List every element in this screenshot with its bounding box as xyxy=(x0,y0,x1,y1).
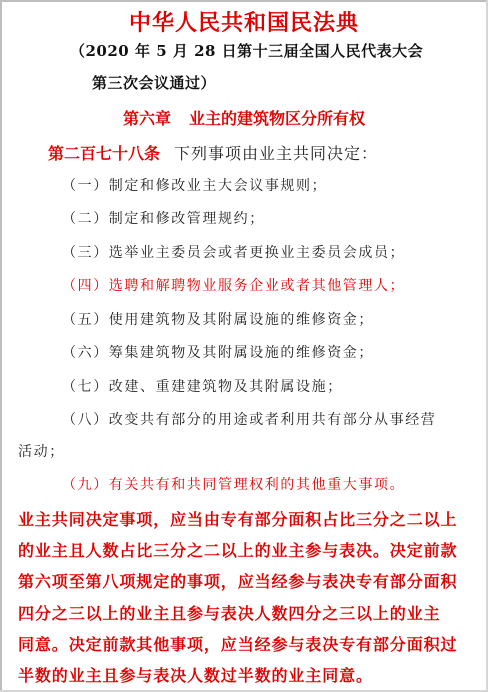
list-item-6: （六）筹集建筑物及其附属设施的维修资金； xyxy=(62,345,374,361)
list-item-8-continuation: 活动； xyxy=(18,444,65,460)
article-intro: 下列事项由业主共同决定： xyxy=(174,144,379,163)
page-border-left xyxy=(0,0,2,692)
list-item-1: （一）制定和修改业主大会议事规则； xyxy=(62,178,328,194)
page-border-top xyxy=(0,0,488,2)
paragraph-line-6: 半数的业主且参与表决人数过半数的业主同意。 xyxy=(18,666,373,686)
paragraph-line-4: 四分之三以上的业主且参与表决人数四分之三以上的业主 xyxy=(18,603,441,623)
article-heading xyxy=(48,141,378,164)
adoption-note-line-2: 第三次会议通过） xyxy=(92,74,217,92)
list-item-5: （五）使用建筑物及其附属设施的维修资金； xyxy=(62,312,374,328)
chapter-heading xyxy=(0,106,488,129)
chapter-title: 业主的建筑物区分所有权 xyxy=(189,109,366,128)
adoption-note-line-1: （2020 年 5 月 28 日第十三届全国人民代表大会 xyxy=(70,42,424,60)
list-item-8: （八）改变共有部分的用途或者利用共有部分从事经营 xyxy=(62,412,437,428)
article-number: 第二百七十八条 xyxy=(48,144,161,163)
paragraph-line-2: 的业主且人数占比三分之二以上的业主参与表决。决定前款 xyxy=(18,541,458,561)
list-item-7: （七）改建、重建建筑物及其附属设施； xyxy=(62,379,343,395)
list-item-2: （二）制定和修改管理规约； xyxy=(62,211,265,227)
law-title: 中华人民共和国民法典 xyxy=(128,10,359,36)
decision-rule-paragraph xyxy=(18,504,468,691)
paragraph-line-3: 第六项至第八项规定的事项，应当经参与表决专有部分面积 xyxy=(18,572,458,592)
list-item-3: （三）选举业主委员会或者更换业主委员会成员； xyxy=(62,245,406,261)
paragraph-line-5: 同意。决定前款其他事项，应当经参与表决专有部分面积过 xyxy=(18,634,458,654)
list-item-9: （九）有关共有和共同管理权利的其他重大事项。 xyxy=(62,477,406,493)
chapter-number: 第六章 xyxy=(122,109,171,128)
paragraph-line-1: 业主共同决定事项，应当由专有部分面积占比三分之二以上 xyxy=(18,510,458,529)
list-item-4: （四）选聘和解聘物业服务企业或者其他管理人； xyxy=(62,278,406,294)
